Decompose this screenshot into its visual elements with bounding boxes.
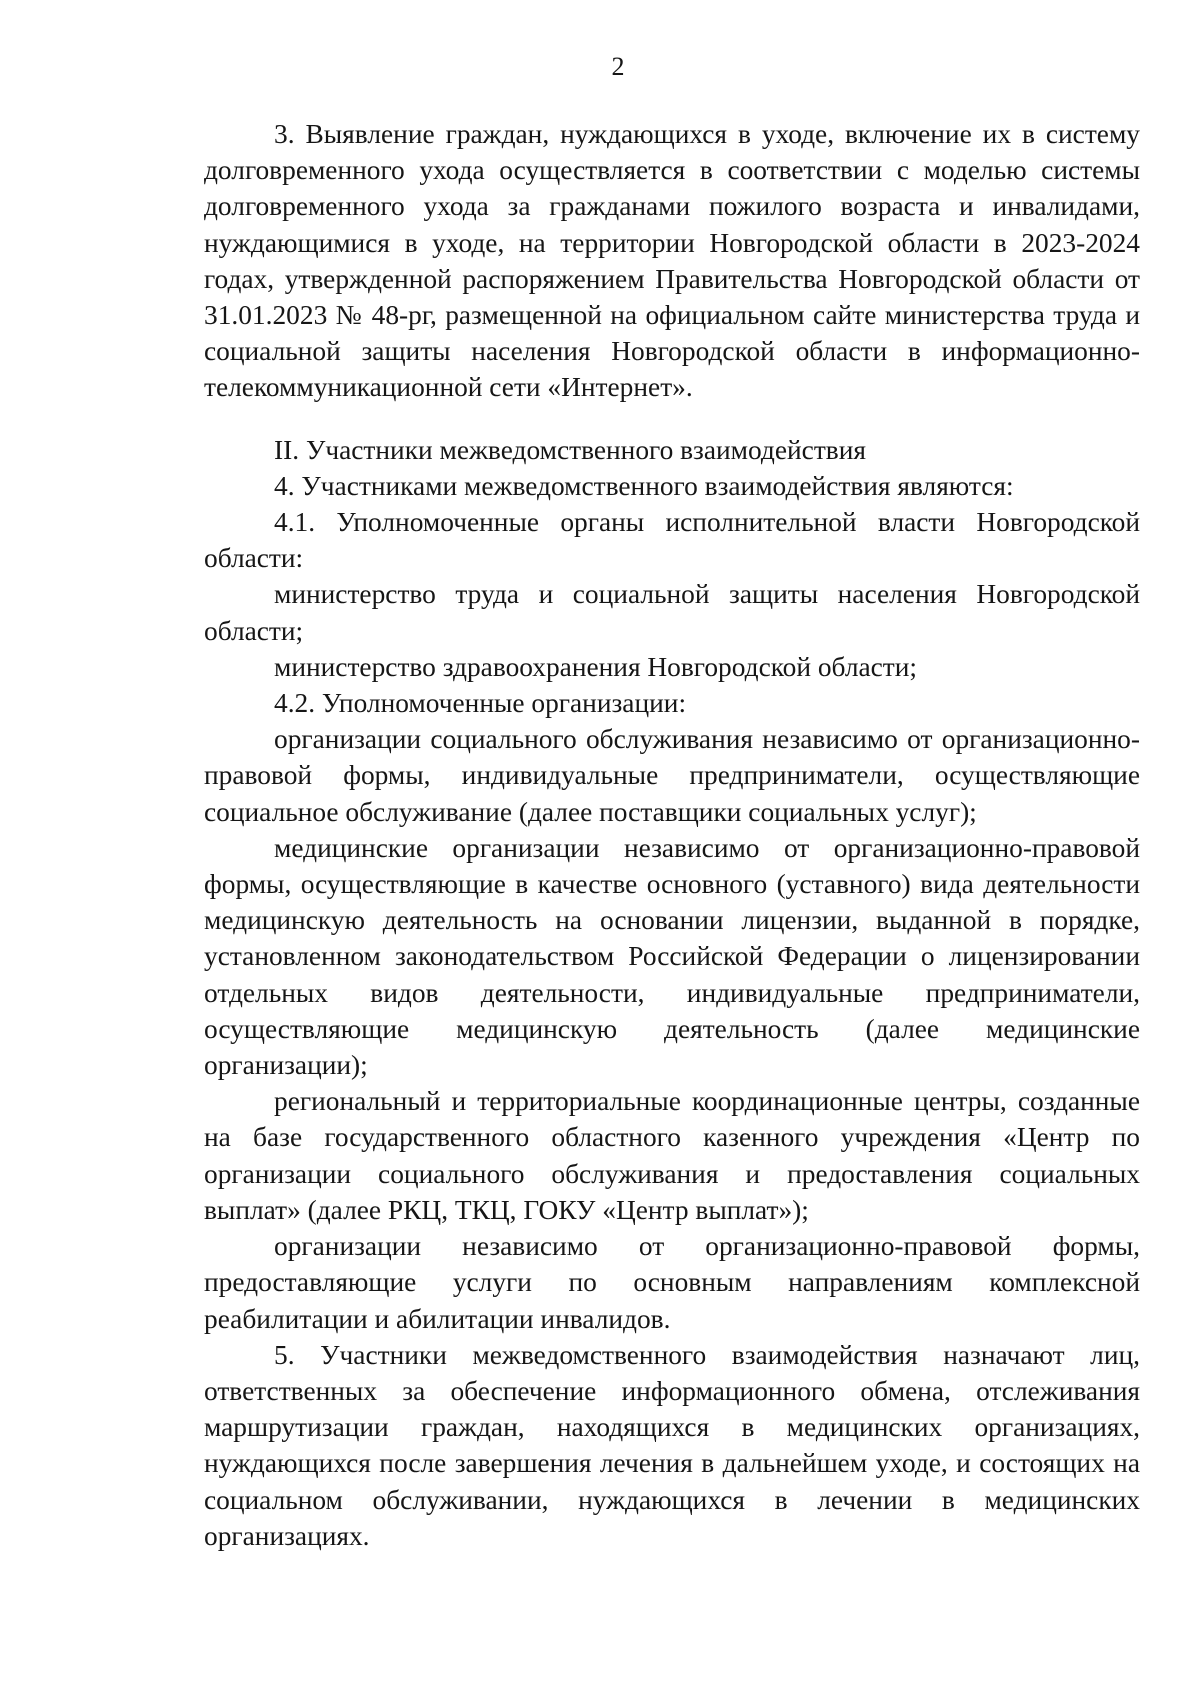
- paragraph-4-1-authorities: 4.1. Уполномоченные органы исполнительной власти Новгородской области:: [204, 507, 1140, 574]
- list-item-health-ministry: министерство здравоохранения Новгородской области;: [274, 651, 918, 682]
- section-heading-participants: II. Участники межведомственного взаимодействия: [274, 434, 866, 465]
- list-item-labor-ministry: министерство труда и социальной защиты населения Новгородской области;: [204, 579, 1140, 646]
- list-item-coordination-centers: региональный и территориальные координационные центры, созданные на базе государственного областного казенного учреждения «Центр по организации социального обслуживания и предоставления социальных выплат» (далее РКЦ, ТКЦ, ГОКУ «Центр выплат»);: [204, 1086, 1140, 1225]
- list-item-medical-orgs: медицинские организации независимо от организационно-правовой формы, осуществляющие в качестве основного (уставного) вида деятельности медицинскую деятельность на основании лицензии, выданной в порядке, установленном законодательством Российской Федерации о лицензировании отдельных видов деятельности, индивидуальные предприниматели, осуществляющие медицинскую деятельность (далее медицинские организации);: [204, 832, 1140, 1081]
- paragraph-5-responsible-persons: 5. Участники межведомственного взаимодействия назначают лиц, ответственных за обеспечение информационного обмена, отслеживания маршрутизации граждан, находящихся в медицинских организациях, нуждающихся после завершения лечения в дальнейшем уходе, и состоящих на социальном обслуживании, нуждающихся в лечении в медицинских организациях.: [204, 1339, 1140, 1551]
- list-item-rehabilitation-orgs: организации независимо от организационно-правовой формы, предоставляющие услуги по основным направлениям комплексной реабилитации и абилитации инвалидов.: [204, 1231, 1140, 1334]
- list-item-social-service-orgs: организации социального обслуживания независимо от организационно-правовой формы, индивидуальные предприниматели, осуществляющие социальное обслуживание (далее поставщики социальных услуг);: [204, 724, 1140, 827]
- paragraph-3-identification: 3. Выявление граждан, нуждающихся в уходе, включение их в систему долговременного ухода осуществляется в соответствии с моделью системы долговременного ухода за гражданами пожилого возраста и инвалидами, нуждающимися в уходе, на территории Новгородской области в 2023-2024 годах, утвержденной распоряжением Правительства Новгородской области от 31.01.2023 № 48-рг, размещенной на официальном сайте министерства труда и социальной защиты населения Новгородской области в информационно-телекоммуникационной сети «Интернет».: [204, 119, 1140, 403]
- document-body: [204, 116, 1140, 1554]
- paragraph-4-2-organizations: 4.2. Уполномоченные организации:: [274, 688, 687, 719]
- page-number: 2: [611, 52, 625, 81]
- paragraph-4-participants: 4. Участниками межведомственного взаимодействия являются:: [274, 470, 1014, 501]
